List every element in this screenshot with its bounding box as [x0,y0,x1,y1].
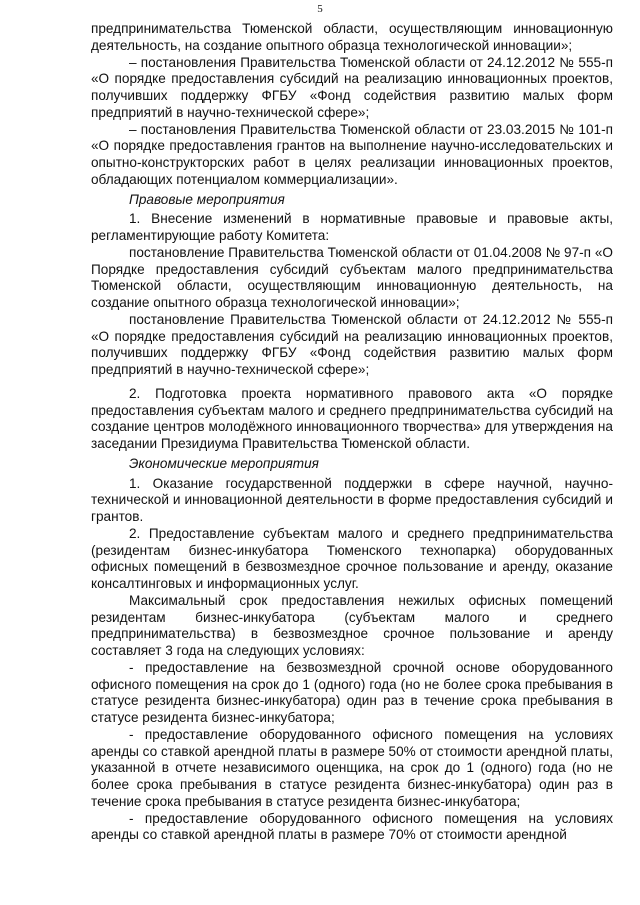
list-item-free-use: - предоставление на безвозмездной срочной основе оборудованного офисного помещения на срок до 1 (одного) года (но не более срока пребывания в статусе резидента бизнес-инкубатора) один раз в течение срока пребывания в статусе резидента бизнес-инкубатора; [91,659,613,725]
paragraph-legal-1: 1. Внесение изменений в нормативные правовые и правовые акты, регламентирующие работу Комитета: [91,211,613,243]
list-item-rent-50: - предоставление оборудованного офисного помещения на условиях аренды со ставкой арендной платы в размере 50% от стоимости арендной платы, указанной в отчете независимого оценщика, на срок до 1 (одного) года (но не более срока пребывания в статусе резидента бизнес-инкубатора) один раз в течение срока пребывания в статусе резидента бизнес-инкубатора; [91,726,613,809]
paragraph-legal-2: 2. Подготовка проекта нормативного правового акта «О порядке предоставления субъектам малого и среднего предпринимательства субсидий на создание центров молодёжного инновационного творчества» для утверждения на заседании Президиума Правительства Тюменской области. [91,385,613,451]
document-body [91,21,613,844]
paragraph-resolution-555: – постановления Правительства Тюменской области от 24.12.2012 № 555-п «О порядке предоставления субсидий на реализацию инновационных проектов, получивших поддержку ФГБУ «Фонд содействия развитию малых форм предприятий в научно-технической сфере»; [91,54,613,120]
section-heading-economic: Экономические мероприятия [129,455,319,471]
paragraph-economic-1: 1. Оказание государственной поддержки в сфере научной, научно-технической и инновационной деятельности в форме предоставления субсидий и грантов. [91,475,613,524]
paragraph-resolution-101: – постановления Правительства Тюменской области от 23.03.2015 № 101-п «О порядке предоставления грантов на выполнение научно-исследовательских и опытно-конструкторских работ в целях реализации инновационных проектов, обладающих потенциалом коммерциализации». [91,121,613,187]
section-heading-legal: Правовые мероприятия [129,191,285,207]
paragraph-continuation: предпринимательства Тюменской области, осуществляющим инновационную деятельность, на создание опытного образца технологической инновации»; [91,21,613,53]
paragraph-resolution-97: постановление Правительства Тюменской области от 01.04.2008 № 97-п «О Порядке предоставления субсидий субъектам малого предпринимательства Тюменской области, осуществляющим инновационную деятельность, на создание опытного образца технологической инновации»; [91,244,613,310]
paragraph-economic-2: 2. Предоставление субъектам малого и среднего предпринимательства (резидентам бизнес-инкубатора Тюменского технопарка) оборудованных офисных помещений в безвозмездное срочное пользование и аренду, оказание консалтинговых и информационных услуг. [91,525,613,591]
paragraph-resolution-555-b: постановление Правительства Тюменской области от 24.12.2012 № 555-п «О порядке предоставления субсидий на реализацию инновационных проектов, получивших поддержку ФГБУ «Фонд содействия развитию малых форм предприятий в научно-технической сфере»; [91,311,613,377]
page-number: 5 [317,3,323,15]
paragraph-max-term: Максимальный срок предоставления нежилых офисных помещений резидентам бизнес-инкубатора (субъектам малого и среднего предпринимательства) в безвозмездное срочное пользование и аренду составляет 3 года на следующих условиях: [91,592,613,658]
list-item-rent-70: - предоставление оборудованного офисного помещения на условиях аренды со ставкой арендной платы в размере 70% от стоимости арендной [91,810,613,843]
